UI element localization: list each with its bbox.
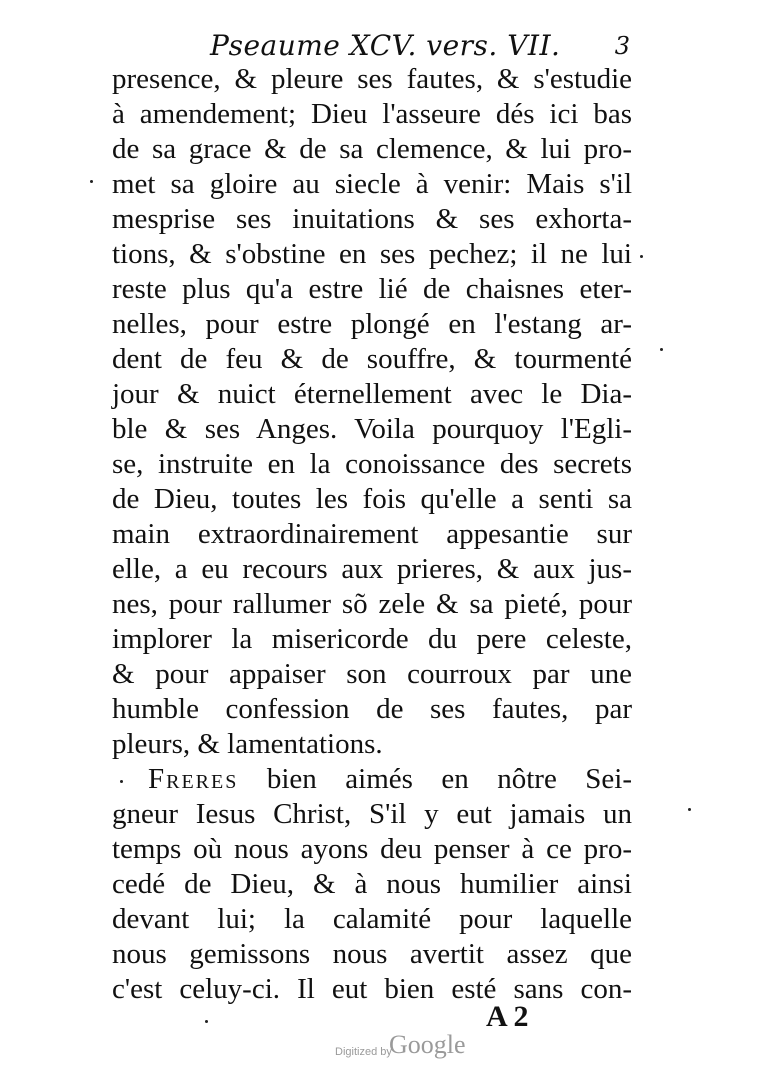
ink-speck (640, 255, 643, 258)
text-line: main extraordinairement appesantie sur (112, 518, 632, 550)
text-line: presence, & pleure ses fautes, & s'estudie (112, 63, 632, 95)
text-line: elle, a eu recours aux prieres, & aux jus- (112, 553, 632, 585)
page-number: 3 (614, 32, 630, 60)
ink-speck (205, 1020, 208, 1023)
text-line: jour & nuict éternellement avec le Dia- (112, 378, 632, 410)
text-line: gneur Iesus Christ, S'il y eut jamais un (112, 798, 632, 830)
watermark-prefix: Digitized by (335, 1046, 392, 1058)
text-line: implorer la misericorde du pere celeste, (112, 623, 632, 655)
text-line: ble & ses Anges. Voila pourquoy l'Egli- (112, 413, 632, 445)
signature-mark: A 2 (486, 1000, 529, 1033)
ink-speck (120, 780, 123, 783)
google-logo: Google (389, 1030, 466, 1059)
text-line: nes, pour rallumer sõ zele & sa pieté, pour (112, 588, 632, 620)
text-line: & pour appaiser son courroux par une (112, 658, 632, 690)
text-line: devant lui; la calamité pour laquelle (112, 903, 632, 935)
text-line: met sa gloire au siecle à venir: Mais s'il (112, 168, 632, 200)
text-line: humble confession de ses fautes, par (112, 693, 632, 725)
text-line: nelles, pour estre plongé en l'estang ar- (112, 308, 632, 340)
text-line: de Dieu, toutes les fois qu'elle a senti sa (112, 483, 632, 515)
text-line: mesprise ses inuitations & ses exhorta- (112, 203, 632, 235)
ink-speck (688, 808, 691, 811)
paragraph-first-line-rest: bien aimés en nôtre Sei- (266, 763, 633, 795)
text-line: reste plus qu'a estre lié de chaisnes eter- (112, 273, 632, 305)
text-line: tions, & s'obstine en ses pechez; il ne lui (112, 238, 632, 270)
body-text (112, 62, 632, 1007)
running-head: Pseaume XCV. vers. VII. (210, 29, 561, 62)
paragraph-first-word: Freres (148, 763, 239, 795)
text-line: c'est celuy-ci. Il eut bien esté sans con- (112, 973, 632, 1005)
text-line: se, instruite en la conoissance des secrets (112, 448, 632, 480)
ink-speck (660, 348, 663, 351)
text-line: de sa grace & de sa clemence, & lui pro- (112, 133, 632, 165)
paragraph-opening-line (112, 762, 632, 797)
google-watermark (335, 1030, 535, 1070)
text-line: nous gemissons nous avertit assez que (112, 938, 632, 970)
text-line: à amendement; Dieu l'asseure dés ici bas (112, 98, 632, 130)
ink-speck (90, 180, 93, 183)
page-header (210, 26, 630, 66)
text-line: dent de feu & de souffre, & tourmenté (112, 343, 632, 375)
text-line: temps où nous ayons deu penser à ce pro- (112, 833, 632, 865)
text-line: pleurs, & lamentations. (112, 728, 383, 760)
text-line: cedé de Dieu, & à nous humilier ainsi (112, 868, 632, 900)
